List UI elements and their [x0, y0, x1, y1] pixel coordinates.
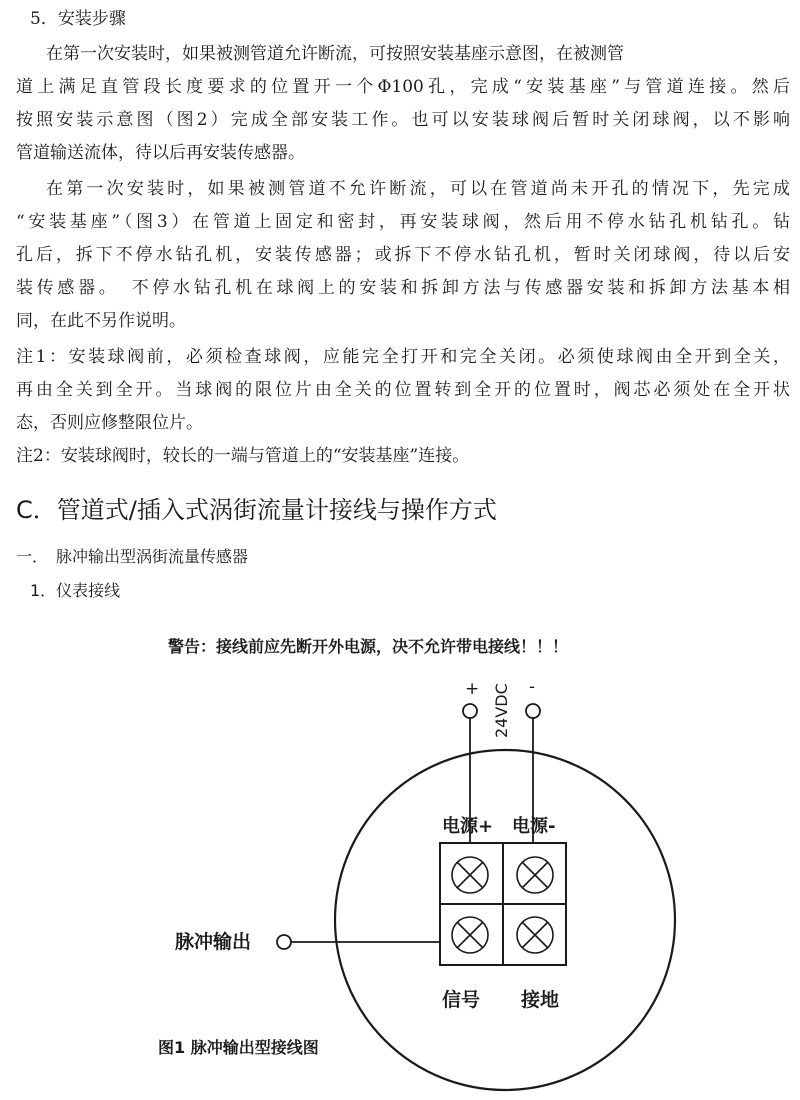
paragraph-line: 在第一次安装时，如果被测管道不允许断流，可以在管道尚未开孔的情况下，先完成	[46, 179, 790, 199]
note-line: 再由全关到全开。当球阀的限位片由全关的位置转到全开的位置时，阀芯必须处在全开状	[16, 380, 790, 400]
paragraph-line: 同，在此不另作说明。	[16, 311, 186, 331]
section-c-title: C．管道式/插入式涡街流量计接线与操作方式	[16, 496, 497, 524]
paragraph-line: 按照安装示意图（图2）完成全部安装工作。也可以安装球阀后暂时关闭球阀，以不影响	[16, 110, 790, 130]
power-plus-label: 电源+	[442, 816, 494, 837]
note-line: 注2：安装球阀时，较长的一端与管道上的“安装基座”连接。	[16, 446, 470, 466]
warning-text: 警告：接线前应先断开外电源，决不允许带电接线！！！	[168, 637, 569, 656]
screw-terminal-icon	[517, 857, 553, 893]
ground-label: 接地	[521, 989, 560, 1011]
voltage-label: 24VDC	[492, 683, 511, 738]
paragraph-line: 在第一次安装时，如果被测管道允许断流，可按照安装基座示意图，在被测管	[46, 44, 624, 64]
subsection-heading: 1．仪表接线	[30, 581, 121, 600]
screw-terminal-icon	[452, 917, 488, 953]
power-minus-terminal	[526, 704, 540, 718]
pulse-output-terminal	[277, 935, 291, 949]
pulse-output-label: 脉冲输出	[175, 931, 252, 953]
paragraph-line: 道上满足直管段长度要求的位置开一个Φ100孔，完成“安装基座”与管道连接。然后	[16, 77, 790, 97]
meter-housing-circle	[335, 750, 675, 1090]
screw-terminal-icon	[452, 857, 488, 893]
figure-caption: 图1 脉冲输出型接线图	[158, 1038, 319, 1057]
note-line: 态，否则应修整限位片。	[16, 413, 203, 433]
paragraph-line: 孔后，拆下不停水钻孔机，安装传感器；或拆下不停水钻孔机，暂时关闭球阀，待以后安	[16, 245, 790, 265]
minus-sign: -	[529, 677, 536, 697]
note-line: 注1：安装球阀前，必须检查球阀，应能完全打开和完全关闭。必须使球阀由全开到全关，	[16, 347, 790, 367]
power-minus-label: 电源-	[512, 816, 556, 837]
paragraph-line: 管道输送流体，待以后再安装传感器。	[16, 143, 305, 163]
paragraph-line: “安装基座”（图3）在管道上固定和密封，再安装球阀，然后用不停水钻孔机钻孔。钻	[16, 212, 790, 232]
section-5-heading: 5．安装步骤	[30, 9, 126, 29]
screw-terminal-icon	[517, 917, 553, 953]
subsection-heading: 一． 脉冲输出型涡街流量传感器	[16, 547, 249, 566]
paragraph-line: 装传感器。 不停水钻孔机在球阀上的安装和拆卸方法与传感器安装和拆卸方法基本相	[16, 278, 790, 298]
power-plus-terminal	[463, 704, 477, 718]
signal-label: 信号	[442, 989, 481, 1011]
plus-sign: +	[465, 679, 480, 699]
